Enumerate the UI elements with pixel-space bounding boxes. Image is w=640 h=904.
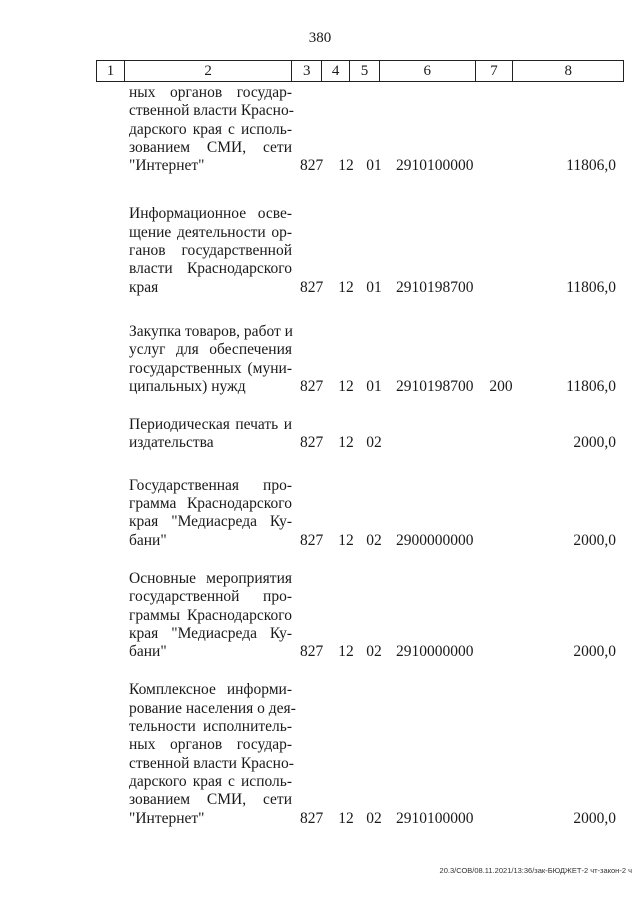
cell-c8: 11806,0 [566,278,616,296]
description-line: услуг для обеспечения [129,341,292,359]
cell-c4: 12 [338,278,354,296]
cell-c8: 11806,0 [566,157,616,175]
header-cell: 7 [476,61,514,81]
cell-c7: 200 [489,377,513,395]
cell-c6: 2910000000 [396,643,474,661]
table-row [0,205,640,296]
description-line: края [129,278,159,296]
description-line: государственной про- [129,588,292,606]
description-line: ганов государственной [129,242,292,260]
cell-c3: 827 [300,377,324,395]
description-line: края "Медиасреда Ку- [129,513,292,531]
description-line: Основные мероприятия [129,569,292,587]
description-line: щение деятельности ор- [129,223,292,241]
cell-c3: 827 [300,643,324,661]
description-line: грамма Краснодарского [129,495,292,513]
cell-c5: 02 [366,531,382,549]
cell-c3: 827 [300,434,324,452]
cell-c3: 827 [300,157,324,175]
description-line: издательства [129,434,214,452]
description-line: ственной власти Красно- [129,102,294,120]
description-line: края "Медиасреда Ку- [129,624,292,642]
footer-stamp: 20.3/СОВ/08.11.2021/13:36/зак-БЮДЖЕТ-2 чт-закон-2 ч [439,866,632,875]
cell-c6: 2910100000 [396,809,474,827]
description-line: "Интернет" [129,157,205,175]
row-description [129,323,292,396]
description-line: тельности исполнитель- [129,718,292,736]
description-line: зованием СМИ, сети [129,138,292,156]
cell-c5: 02 [366,809,382,827]
description-line: ственной власти Красно- [129,754,294,772]
header-cell: 5 [350,61,380,81]
header-cell: 1 [97,61,125,81]
description-line: рование населения о дея- [129,699,296,717]
row-description [129,570,292,661]
table-row [0,570,640,661]
cell-c4: 12 [338,434,354,452]
row-description [129,681,296,827]
row-description [129,477,292,550]
description-line: Комплексное информи- [129,681,292,699]
description-line: ных органов государ- [129,736,292,754]
description-line: бани" [129,643,167,661]
page-number: 380 [308,30,332,46]
cell-c5: 02 [366,643,382,661]
description-line: ных органов государ- [129,84,292,101]
table-row [0,416,640,453]
cell-c4: 12 [338,531,354,549]
description-line: "Интернет" [129,809,205,827]
cell-c5: 01 [366,157,382,175]
cell-c4: 12 [338,809,354,827]
table-row [0,323,640,396]
cell-c6: 2910198700 [396,278,474,296]
cell-c5: 01 [366,377,382,395]
description-line: граммы Краснодарского [129,606,292,624]
header-cell: 2 [125,61,292,81]
cell-c4: 12 [338,377,354,395]
description-line: зованием СМИ, сети [129,791,292,809]
description-line: власти Краснодарского [129,260,292,278]
header-cell: 3 [292,61,322,81]
cell-c8: 2000,0 [573,434,616,452]
header-cell: 4 [322,61,350,81]
description-line: дарского края с исполь- [129,120,292,138]
cell-c6: 2910100000 [396,157,474,175]
cell-c4: 12 [338,643,354,661]
description-line: Закупка товаров, работ и [129,322,293,340]
cell-c4: 12 [338,157,354,175]
description-line: ципальных) нужд [129,377,246,395]
cell-c5: 01 [366,278,382,296]
description-line: Информационное осве- [129,205,292,223]
cell-c8: 11806,0 [566,377,616,395]
cell-c6: 2900000000 [396,531,474,549]
cell-c3: 827 [300,531,324,549]
description-line: Периодическая печать и [129,416,292,434]
description-line: дарского края с исполь- [129,772,292,790]
table-row [0,681,640,827]
cell-c8: 2000,0 [573,809,616,827]
cell-c6: 2910198700 [396,377,474,395]
description-line: бани" [129,531,167,549]
table-body [0,84,640,828]
row-description [129,205,292,296]
table-row [0,84,640,175]
table-header [96,60,624,82]
cell-c3: 827 [300,809,324,827]
header-cell: 6 [380,61,476,81]
description-line: государственных (муни- [129,359,292,377]
description-line: Государственная про- [129,476,292,494]
table-row [0,477,640,550]
cell-c3: 827 [300,278,324,296]
header-cell: 8 [564,63,572,79]
cell-c8: 2000,0 [573,531,616,549]
cell-c8: 2000,0 [573,643,616,661]
cell-c5: 02 [366,434,382,452]
row-description [129,84,292,175]
row-description [129,416,292,453]
